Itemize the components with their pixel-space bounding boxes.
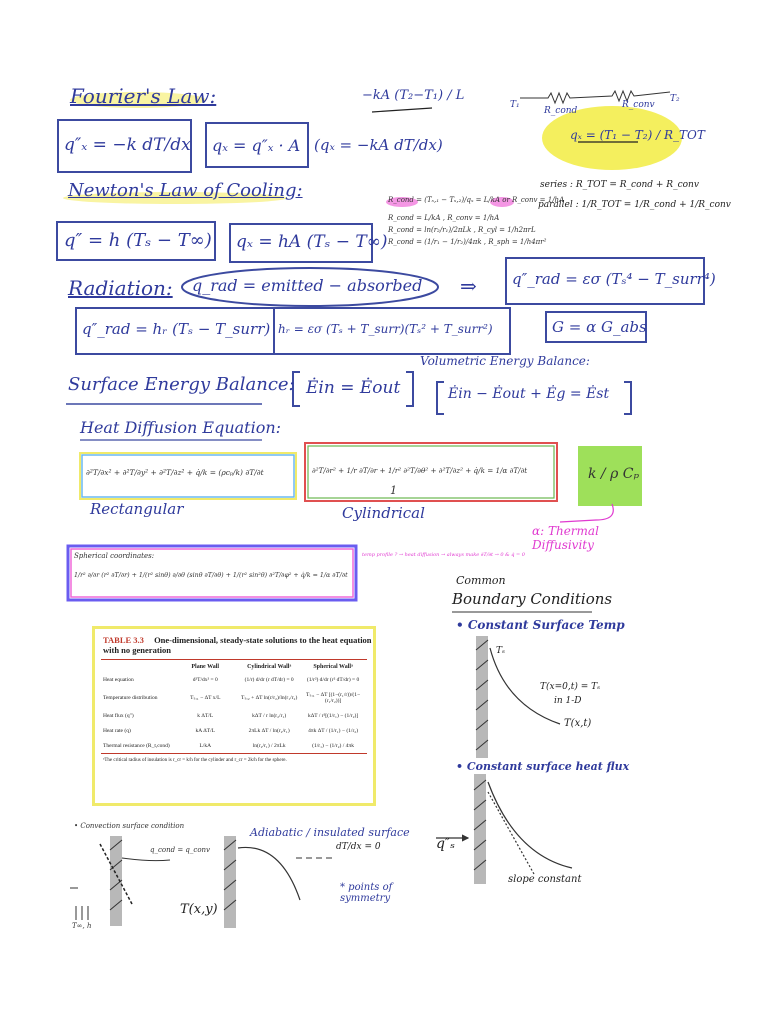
parallel-note: parallel : 1/R_TOT = 1/R_cond + 1/R_conv (538, 200, 731, 210)
table-row (103, 728, 365, 734)
txy-label: T(x,y) (180, 902, 218, 917)
r-line2: R_cond = ln(r₂/r₁)/2πLk , R_cyl = 1/h2πrL (388, 226, 536, 234)
fourier-alt-eq: (qₓ = −kA dT/dx) (314, 136, 443, 154)
hr-def-eq: hᵣ = εσ (Tₛ + T_surr)(Tₛ² + T_surr²) (278, 322, 493, 336)
t0-label: T(x=0,t) = Tₛ (540, 682, 601, 692)
table-row (103, 677, 365, 683)
radiation-def-eq: q_rad = emitted − absorbed (192, 276, 423, 295)
heat-diffusion-heading: Heat Diffusion Equation: (80, 418, 282, 437)
ts-label: Tₛ (496, 646, 506, 656)
table-cell: kA ΔT/L (195, 728, 216, 734)
newton-flux-eq: q″ = h (Tₛ − T∞) (64, 230, 212, 251)
thermal-diffusivity-note: α: Thermal Diffusivity (532, 524, 599, 552)
table-cell: Heat equation (103, 677, 134, 683)
irradiation-eq: G = α G_abs (552, 318, 647, 336)
table-col-2: Cylindrical Wallᵃ (247, 664, 292, 670)
constant-temp-label: • Constant Surface Temp (456, 618, 625, 632)
sph-note: temp profile ? → heat diffusion → always make ∂T/∂t → 0 & q̇ = 0 (362, 552, 525, 558)
fourier-top-eq: −kA (T₂−T₁) / L (362, 88, 465, 103)
circuit-rconv: R_conv (622, 100, 655, 110)
table-cell: Tₛ,₁ − ΔT [(1−(r₁/r))/(1−(r₁/r₂))] (306, 692, 361, 704)
convection-cond-label: • Convection surface condition (74, 822, 185, 830)
constant-flux-label: • Constant surface heat flux (456, 760, 630, 773)
radiation-hr-eq: q″_rad = hᵣ (Tₛ − T_surr) (82, 320, 271, 338)
pink-rcond-note: R_cond = (Tₛ,₁ − Tₛ,₂)/qₓ = L/kA or R_conv = 1/hA (388, 196, 565, 204)
table-cell: (1/r²) d/dr (r² dT/dr) = 0 (306, 677, 360, 683)
table-cell: Heat rate (q) (103, 728, 131, 734)
volumetric-heading: Volumetric Energy Balance: (420, 354, 590, 368)
table-cell: Tₛ,₂ + ΔT ln(r/r₂)/ln(r₁/r₂) (241, 695, 298, 701)
fourier-flux-eq: q″ₓ = −k dT/dx (64, 135, 191, 155)
table-cell: Temperature distribution (103, 695, 158, 701)
rect-label: Rectangular (90, 500, 184, 518)
qcond-qconv-label: q_cond = q_conv (150, 846, 210, 854)
table-caption: One-dimensional, steady-state solutions to the heat equation with no generation (103, 635, 372, 655)
volumetric-balance-eq: Ėin − Ėout + Ėg = Ėst (448, 386, 610, 402)
boundary-title: Boundary Conditions (452, 590, 613, 608)
table-col-1: Plane Wall (191, 664, 220, 670)
table-cell: kΔT / r ln(r₂/r₁) (252, 713, 287, 719)
table-cell: kΔT / r²[(1/r₁) − (1/r₂)] (307, 713, 359, 719)
fourier-rate-eq: qₓ = q″ₓ · A (212, 136, 301, 155)
radiation-arrow: ⇒ (460, 274, 477, 298)
table-cell: (1/r₁) − (1/r₂) / 4πk (312, 743, 354, 749)
adiabatic-curve (238, 847, 300, 900)
circuit-rcond: R_cond (544, 106, 578, 116)
table-cell: ln(r₂/r₁) / 2πLk (252, 743, 286, 749)
table-title (103, 635, 373, 655)
table-cell: L/kA (199, 743, 212, 749)
table-cell: Heat flux (q″) (103, 713, 134, 719)
circuit-t2: T₂ (670, 94, 680, 104)
sph-diffusion-eq: 1/r² ∂/∂r (r² ∂T/∂r) + 1/(r² sinθ) ∂/∂θ (sinθ ∂T/∂θ) + 1/(r² sin²θ) ∂²T/∂φ² + q̇/k = 1/α ∂T/∂t (74, 572, 348, 579)
rect-diffusion-eq: ∂²T/∂x² + ∂²T/∂y² + ∂²T/∂z² + q̇/k = (ρcₚ/k) ∂T/∂t (86, 468, 264, 477)
dtdx-label: dT/dx = 0 (336, 842, 381, 852)
symmetry-note: * points of symmetry (340, 882, 393, 904)
constant-temp-wall (476, 636, 488, 758)
cyl-marker: 1 (390, 484, 397, 497)
surface-balance-eq: Ėin = Ėout (306, 378, 401, 398)
table-cell: (1/r) d/dr (r dT/dr) = 0 (244, 677, 294, 683)
tinf-h-label: T∞, h (72, 922, 92, 930)
qs-label: q″ₛ (436, 836, 455, 852)
newton-rate-eq: qₓ = hA (Tₛ − T∞) (236, 232, 388, 252)
radiation-result-eq: q″_rad = εσ (Tₛ⁴ − T_surr⁴) (512, 270, 716, 288)
txt-label: T(x,t) (564, 718, 592, 729)
table-footnote: ᵃThe critical radius of insulation is r_cr = k/h for the cylinder and r_cr = 2k/h for the sphere. (103, 758, 287, 763)
table-row (103, 743, 365, 749)
table-cell: d²T/dx² = 0 (192, 677, 218, 683)
table-cell: 4πk ΔT / (1/r₁) − (1/r₂) (308, 728, 359, 734)
spherical-coords-label: Spherical coordinates: (74, 552, 155, 560)
resistance-eq: qₓ = (T₁ − T₂) / R_TOT (570, 128, 705, 142)
cyl-label: Cylindrical (342, 504, 425, 522)
radiation-heading: Radiation: (68, 276, 173, 300)
fourier-heading: Fourier's Law: (70, 84, 217, 108)
surface-energy-heading: Surface Energy Balance: (68, 374, 295, 395)
constant-flux-curve (488, 782, 572, 868)
r-line3: R_cond = (1/r₁ − 1/r₂)/4πk , R_sph = 1/h4πr² (388, 238, 547, 246)
table-col-3: Spherical Wallᵃ (313, 664, 353, 670)
table-number: TABLE 3.3 (103, 635, 144, 645)
table-cell: Thermal resistance (R_t,cond) (103, 743, 170, 749)
alpha-def: k / ρ Cₚ (588, 466, 640, 482)
table-3-3 (92, 626, 376, 806)
table-cell: 2πLk ΔT / ln(r₂/r₁) (248, 728, 290, 734)
boundary-common: Common (456, 574, 506, 587)
circuit-t1: T₁ (510, 100, 520, 110)
table-header-row (103, 664, 365, 670)
newton-heading: Newton's Law of Cooling: (68, 180, 303, 201)
in1d-label: in 1-D (554, 696, 582, 706)
table-cell: k ΔT/L (197, 713, 214, 719)
table-row (103, 713, 365, 719)
slope-constant-label: slope constant (508, 874, 582, 885)
table-row (103, 692, 365, 704)
series-note: series : R_TOT = R_cond + R_conv (540, 180, 699, 190)
table-cell: Tₛ,₁ − ΔT x/L (190, 695, 221, 701)
cyl-diffusion-eq: ∂²T/∂r² + 1/r ∂T/∂r + 1/r² ∂²T/∂θ² + ∂²T/∂z² + q̇/k = 1/α ∂T/∂t (312, 466, 528, 475)
adiabatic-label: Adiabatic / insulated surface (250, 826, 410, 839)
r-line1: R_cond = L/kA , R_conv = 1/hA (388, 214, 500, 222)
